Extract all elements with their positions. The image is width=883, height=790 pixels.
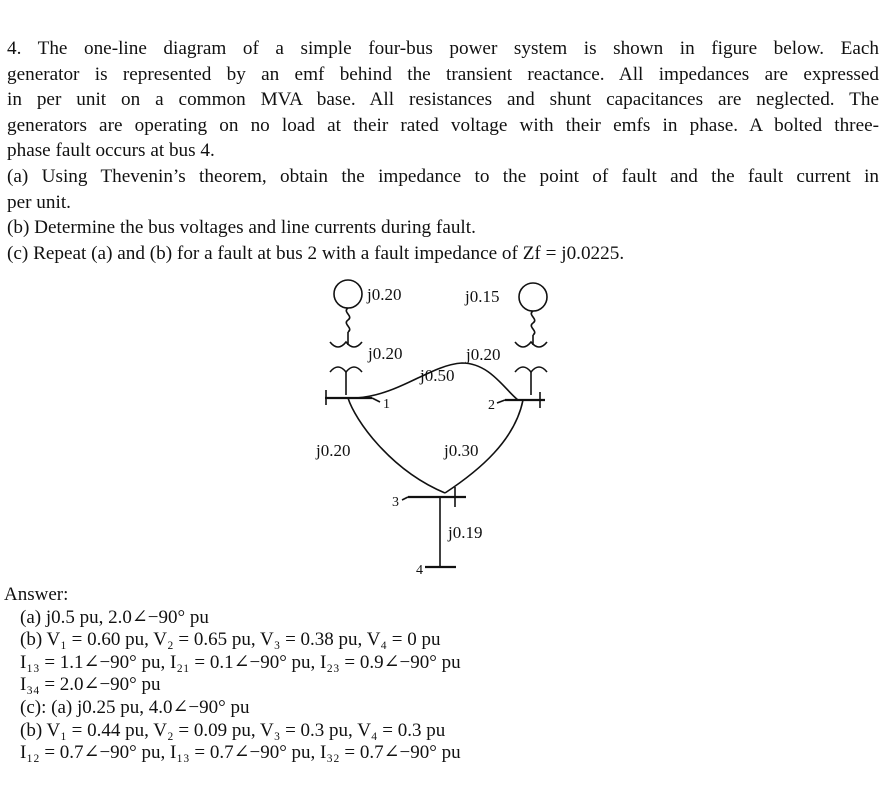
answer-heading: Answer: bbox=[4, 584, 69, 605]
answer-line: (a) j0.5 pu, 2.0∠−90° pu bbox=[20, 606, 209, 628]
answer-line: I₃₄ = 2.0∠−90° pu bbox=[20, 674, 161, 696]
bus-4-label: 4 bbox=[416, 563, 423, 578]
problem-line: in per unit on a common MVA base. All resistances and shunt capacitances are neglected. The bbox=[7, 89, 879, 111]
bus-1-label-leader bbox=[372, 398, 380, 402]
problem-line: (c) Repeat (a) and (b) for a fault at bus 2 with a fault impedance of Zf = j0.0225. bbox=[7, 242, 625, 264]
line-1-3 bbox=[348, 398, 445, 493]
generator-2-icon bbox=[519, 283, 547, 311]
line34-reactance-label: j0.19 bbox=[448, 523, 483, 542]
problem-line: generator is represented by an emf behind the transient reactance. All impedances are expressed bbox=[7, 63, 879, 85]
answer-section bbox=[4, 584, 874, 765]
answer-line: I₁₃ = 1.1∠−90° pu, I₂₁ = 0.1∠−90° pu, I₂₃ = 0.9∠−90° pu bbox=[20, 651, 461, 673]
bus-3-label-leader bbox=[402, 497, 408, 500]
transformer-1-primary-icon bbox=[330, 342, 362, 347]
generator-1-lead bbox=[346, 308, 349, 332]
bus-3-label: 3 bbox=[392, 495, 399, 510]
problem-line: generators are operating on no load at their rated voltage with their emfs in phase. A bolted three- bbox=[7, 114, 879, 136]
gen2-reactance-label: j0.15 bbox=[465, 287, 500, 306]
problem-line: (a) Using Thevenin’s theorem, obtain the impedance to the point of fault and the fault current in bbox=[7, 165, 879, 187]
bus-2-label-leader bbox=[497, 400, 505, 403]
line12-reactance-label: j0.50 bbox=[420, 366, 455, 385]
one-line-diagram bbox=[0, 270, 883, 590]
problem-line: (b) Determine the bus voltages and line currents during fault. bbox=[7, 217, 476, 239]
generator-2-lead bbox=[531, 311, 534, 335]
bus-1-label: 1 bbox=[383, 397, 390, 412]
xfmr1-reactance-label: j0.20 bbox=[368, 344, 403, 363]
answer-line: (b) V₁ = 0.60 pu, V₂ = 0.65 pu, V₃ = 0.38 pu, V₄ = 0 pu bbox=[20, 629, 441, 651]
diagram-svg bbox=[0, 270, 883, 590]
generator-1-icon bbox=[334, 280, 362, 308]
problem-statement bbox=[7, 36, 879, 266]
transformer-2-primary-icon bbox=[515, 342, 547, 347]
transformer-1-secondary-icon bbox=[330, 367, 362, 372]
answer-line: (b) V₁ = 0.44 pu, V₂ = 0.09 pu, V₃ = 0.3 pu, V₄ = 0.3 pu bbox=[20, 719, 446, 741]
transformer-2-secondary-icon bbox=[515, 367, 547, 372]
answer-line: (c): (a) j0.25 pu, 4.0∠−90° pu bbox=[20, 696, 250, 718]
xfmr2-reactance-label: j0.20 bbox=[466, 345, 501, 364]
top-edge bbox=[0, 0, 883, 8]
answer-line: I₁₂ = 0.7∠−90° pu, I₁₃ = 0.7∠−90° pu, I₃₂ = 0.7∠−90° pu bbox=[20, 742, 461, 764]
problem-line: 4. The one-line diagram of a simple four-bus power system is shown in figure below. Each bbox=[7, 38, 879, 59]
bus-2-label: 2 bbox=[488, 398, 495, 413]
line13-reactance-label: j0.20 bbox=[316, 441, 351, 460]
gen1-reactance-label: j0.20 bbox=[367, 285, 402, 304]
line23-reactance-label: j0.30 bbox=[444, 441, 479, 460]
problem-line: per unit. bbox=[7, 191, 71, 213]
problem-line: phase fault occurs at bus 4. bbox=[7, 140, 215, 162]
